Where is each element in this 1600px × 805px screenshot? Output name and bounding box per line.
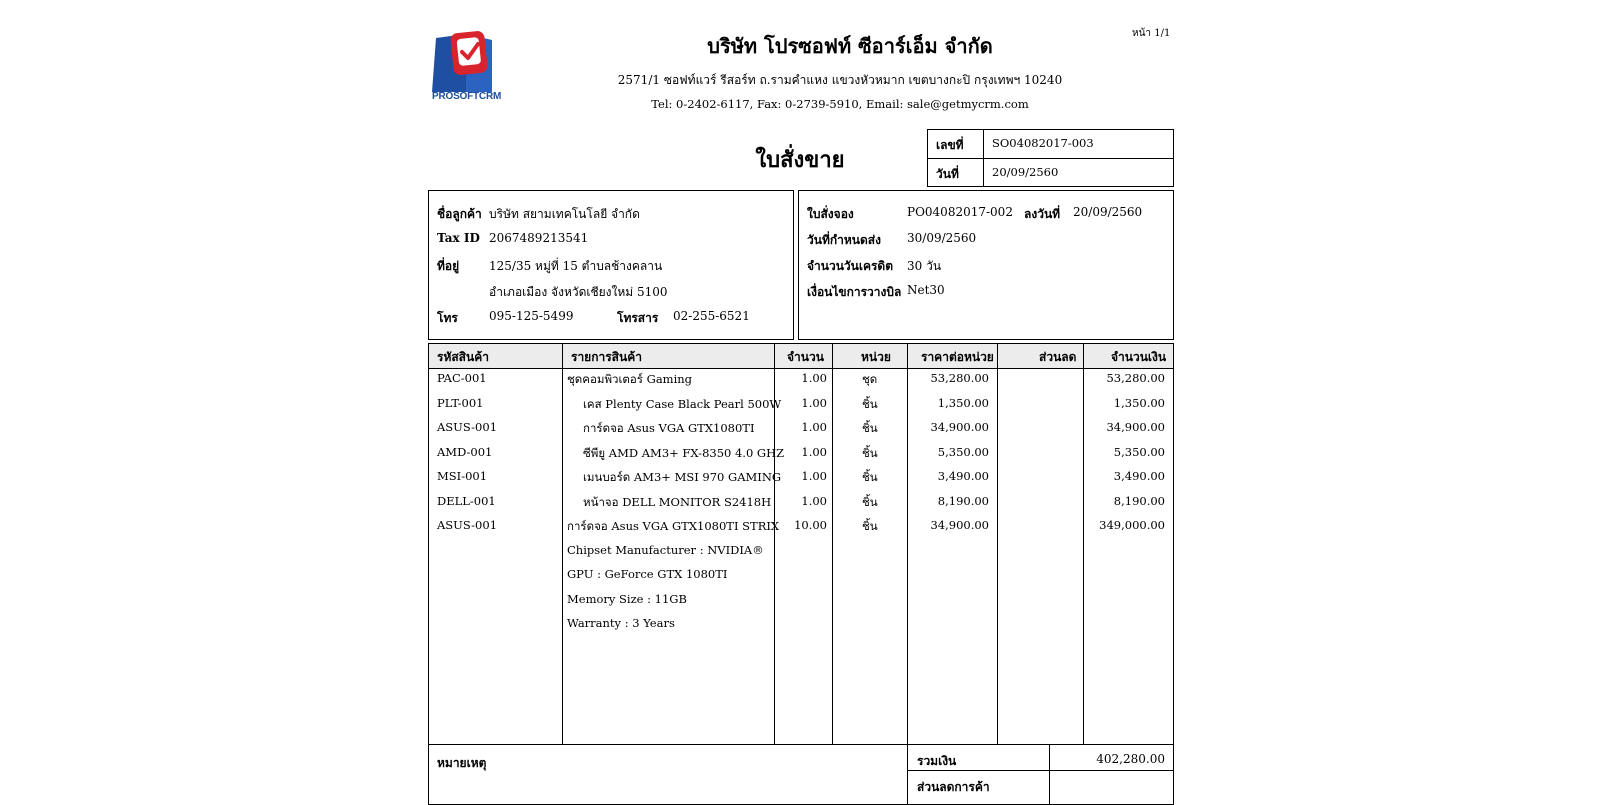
item-amount: 5,350.00 bbox=[1113, 444, 1165, 459]
col-divider bbox=[1083, 344, 1084, 744]
logo-text: PROSOFTCRM bbox=[432, 91, 502, 102]
header-amount: จำนวนเงิน bbox=[1111, 350, 1167, 364]
item-amount: 53,280.00 bbox=[1106, 371, 1165, 385]
item-amount: 34,900.00 bbox=[1106, 420, 1165, 434]
item-quantity: 1.00 bbox=[801, 469, 827, 483]
item-description: การ์ดจอ Asus VGA GTX1080TI STRIX bbox=[567, 519, 780, 533]
footer-divider bbox=[1049, 770, 1050, 804]
total-amount: 402,280.00 bbox=[1096, 752, 1165, 766]
col-divider bbox=[997, 344, 998, 744]
items-table bbox=[428, 343, 1174, 745]
item-unit-price: 53,280.00 bbox=[930, 371, 989, 385]
phone: 095-125-5499 bbox=[489, 309, 574, 323]
customer-box bbox=[428, 190, 794, 340]
item-unit: ชิ้น bbox=[862, 421, 878, 435]
customer-name-label: ชื่อลูกค้า bbox=[437, 207, 482, 221]
col-divider bbox=[907, 344, 908, 744]
due-date: 30/09/2560 bbox=[907, 231, 977, 245]
item-quantity: 1.00 bbox=[801, 420, 827, 434]
tax-id-label: Tax ID bbox=[437, 231, 480, 245]
item-description: การ์ดจอ Asus VGA GTX1080TI bbox=[583, 421, 755, 435]
table-header bbox=[429, 344, 1173, 369]
col-divider bbox=[562, 344, 563, 744]
po-date-label: ลงวันที่ bbox=[1024, 207, 1061, 221]
footer-box bbox=[428, 744, 1174, 805]
item-unit: ชิ้น bbox=[862, 396, 878, 411]
footer-divider bbox=[1049, 744, 1050, 770]
document-info-box bbox=[927, 129, 1174, 187]
item-code: ASUS-001 bbox=[437, 420, 498, 434]
due-date-label: วันที่กำหนดส่ง bbox=[807, 233, 881, 247]
document-title: ใบสั่งขาย bbox=[755, 147, 845, 173]
item-quantity: 1.00 bbox=[801, 444, 827, 459]
item-code: DELL-001 bbox=[437, 493, 496, 508]
item-unit-price: 3,490.00 bbox=[937, 469, 989, 483]
phone-label: โทร bbox=[437, 311, 458, 325]
company-address: 2571/1 ซอฟท์แวร์ รีสอร์ท ถ.รามคำแหง แขวงหัวหมาก เขตบางกะปิ กรุงเทพฯ 10240 bbox=[617, 73, 1063, 87]
fax: 02-255-6521 bbox=[673, 309, 750, 323]
doc-date-label: วันที่ bbox=[928, 159, 984, 187]
item-quantity: 1.00 bbox=[801, 395, 827, 410]
item-description: หน้าจอ DELL MONITOR S2418H bbox=[583, 494, 772, 509]
item-description: ชุดคอมพิวเตอร์ Gaming bbox=[567, 372, 693, 386]
item-code: PLT-001 bbox=[437, 395, 484, 410]
item-note: GPU : GeForce GTX 1080TI bbox=[567, 567, 728, 581]
credit-days: 30 วัน bbox=[907, 259, 942, 273]
header-price: ราคาต่อหน่วย bbox=[921, 350, 994, 364]
header-unit: หน่วย bbox=[861, 350, 891, 364]
item-amount: 8,190.00 bbox=[1113, 493, 1165, 508]
item-unit: ชิ้น bbox=[862, 470, 878, 484]
item-unit-price: 5,350.00 bbox=[937, 444, 989, 459]
item-note: Memory Size : 11GB bbox=[567, 591, 687, 606]
item-description: เมนบอร์ด AM3+ MSI 970 GAMING bbox=[583, 470, 782, 484]
item-quantity: 1.00 bbox=[801, 493, 827, 508]
item-code: AMD-001 bbox=[437, 444, 493, 459]
po-date: 20/09/2560 bbox=[1073, 205, 1143, 219]
billing-terms: Net30 bbox=[907, 283, 945, 297]
header-qty: จำนวน bbox=[787, 350, 824, 364]
col-divider bbox=[832, 344, 833, 744]
item-amount: 3,490.00 bbox=[1113, 469, 1165, 483]
item-code: MSI-001 bbox=[437, 469, 488, 483]
trade-discount-label: ส่วนลดการค้า bbox=[917, 780, 990, 794]
doc-number: SO04082017-003 bbox=[992, 136, 1094, 150]
header-code: รหัสสินค้า bbox=[437, 350, 489, 364]
address-line-2: อำเภอเมือง จังหวัดเชียงใหม่ 5100 bbox=[489, 285, 668, 299]
item-unit-price: 1,350.00 bbox=[937, 395, 989, 410]
order-box bbox=[798, 190, 1174, 340]
item-quantity: 10.00 bbox=[794, 518, 827, 532]
doc-date: 20/09/2560 bbox=[992, 165, 1059, 179]
customer-name: บริษัท สยามเทคโนโลยี จำกัด bbox=[489, 207, 640, 221]
item-note: Warranty : 3 Years bbox=[567, 616, 675, 630]
item-unit: ชิ้น bbox=[862, 519, 878, 533]
po-label: ใบสั่งจอง bbox=[807, 207, 854, 221]
item-unit: ชุด bbox=[862, 372, 878, 386]
company-contact: Tel: 0-2402-6117, Fax: 0-2739-5910, Email: sale@getmycrm.com bbox=[651, 97, 1029, 111]
header-discount: ส่วนลด bbox=[1039, 350, 1077, 364]
item-description: ซีพียู AMD AM3+ FX-8350 4.0 GHZ bbox=[583, 445, 785, 460]
item-code: ASUS-001 bbox=[437, 518, 498, 532]
item-unit: ชิ้น bbox=[862, 445, 878, 460]
po-number: PO04082017-002 bbox=[907, 205, 1013, 219]
item-unit-price: 34,900.00 bbox=[930, 518, 989, 532]
item-code: PAC-001 bbox=[437, 371, 487, 385]
item-description: เคส Plenty Case Black Pearl 500W bbox=[583, 396, 782, 411]
total-label: รวมเงิน bbox=[917, 754, 957, 768]
page-number: หน้า 1/1 bbox=[1132, 28, 1171, 39]
address-line-1: 125/35 หมู่ที่ 15 ตำบลช้างคลาน bbox=[489, 259, 663, 273]
header-desc: รายการสินค้า bbox=[571, 350, 642, 364]
item-quantity: 1.00 bbox=[801, 371, 827, 385]
item-unit: ชิ้น bbox=[862, 494, 878, 509]
tax-id: 2067489213541 bbox=[489, 231, 589, 245]
billing-terms-label: เงื่อนไขการวางบิล bbox=[807, 285, 902, 299]
item-note: Chipset Manufacturer : NVIDIA® bbox=[567, 542, 764, 557]
item-unit-price: 8,190.00 bbox=[937, 493, 989, 508]
credit-days-label: จำนวนวันเครดิต bbox=[807, 259, 894, 273]
item-unit-price: 34,900.00 bbox=[930, 420, 989, 434]
fax-label: โทรสาร bbox=[617, 311, 659, 325]
doc-number-label: เลขที่ bbox=[928, 130, 984, 158]
item-amount: 349,000.00 bbox=[1099, 518, 1165, 532]
item-amount: 1,350.00 bbox=[1113, 395, 1165, 410]
company-name: บริษัท โปรซอฟท์ ซีอาร์เอ็ม จำกัด bbox=[707, 34, 993, 58]
footer-divider bbox=[907, 744, 908, 804]
address-label: ที่อยู่ bbox=[437, 259, 460, 273]
remark-label: หมายเหตุ bbox=[437, 756, 487, 770]
